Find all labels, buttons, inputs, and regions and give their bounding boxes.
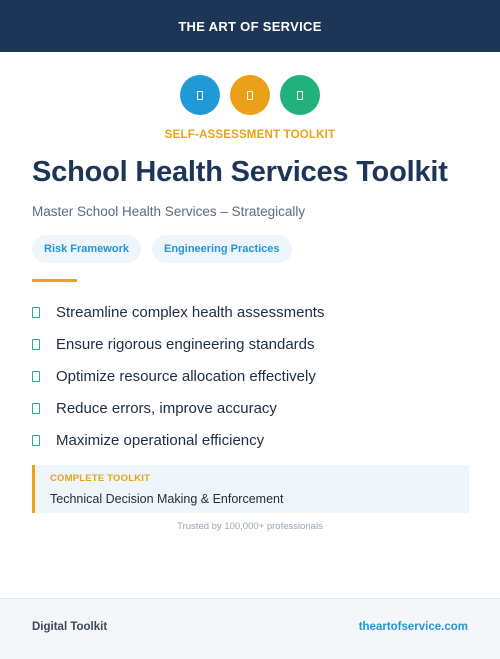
footer-bar [0, 598, 500, 659]
feature-text: Optimize resource allocation effectively [56, 367, 316, 385]
placeholder-glyph-icon [197, 91, 203, 100]
placeholder-glyph-icon [247, 91, 253, 100]
feature-text: Streamline complex health assessments [56, 303, 325, 321]
tag-risk-framework: Risk Framework [32, 235, 141, 263]
eyebrow-label: SELF-ASSESSMENT TOOLKIT [164, 129, 336, 141]
list-item [32, 392, 324, 424]
footer-label: Digital Toolkit [32, 621, 108, 633]
page-subtitle: Master School Health Services – Strategically [32, 204, 306, 219]
list-item [32, 296, 324, 328]
check-icon [32, 339, 40, 350]
footer-website-link[interactable]: theartofservice.com [358, 621, 468, 633]
tag-list [32, 235, 292, 263]
header-bar [0, 0, 500, 52]
callout-text: Technical Decision Making & Enforcement [50, 492, 284, 506]
blue-badge-icon [180, 75, 220, 115]
check-icon [32, 435, 40, 446]
accent-divider [32, 279, 77, 282]
callout-label: COMPLETE TOOLKIT [50, 473, 151, 484]
green-badge-icon [280, 75, 320, 115]
check-icon [32, 371, 40, 382]
check-icon [32, 403, 40, 414]
feature-text: Ensure rigorous engineering standards [56, 335, 315, 353]
check-icon [32, 307, 40, 318]
trust-note: Trusted by 100,000+ professionals [177, 521, 323, 532]
list-item [32, 424, 324, 456]
list-item [32, 360, 324, 392]
icon-row [0, 75, 500, 115]
list-item [32, 328, 324, 360]
brand-title: THE ART OF SERVICE [178, 18, 322, 34]
tag-engineering-practices: Engineering Practices [152, 235, 292, 263]
feature-text: Maximize operational efficiency [56, 431, 265, 449]
feature-list [32, 296, 324, 456]
toolkit-callout [32, 465, 469, 513]
feature-text: Reduce errors, improve accuracy [56, 399, 277, 417]
placeholder-glyph-icon [297, 91, 303, 100]
page-title: School Health Services Toolkit [32, 156, 448, 188]
orange-badge-icon [230, 75, 270, 115]
